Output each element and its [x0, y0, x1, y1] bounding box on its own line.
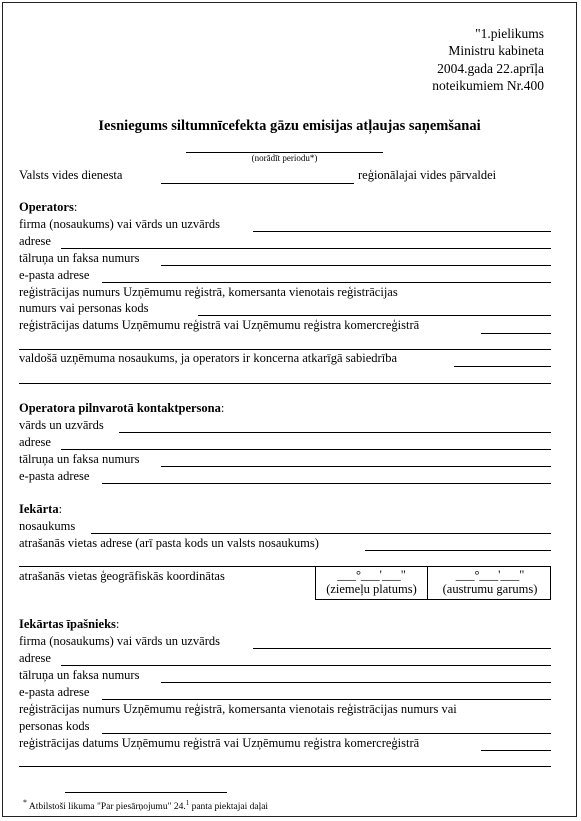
- owner-heading: Iekārtas īpašnieks:: [19, 617, 120, 631]
- owner-talrunis-input[interactable]: [161, 682, 551, 683]
- footnote: [23, 797, 268, 813]
- contact-adrese-input[interactable]: [61, 449, 551, 450]
- coordinates-box: [315, 566, 551, 600]
- operator-valdoss-label: valdošā uzņēmuma nosaukums, ja operators ir koncerna atkarīgā sabiedrība: [19, 351, 397, 365]
- period-note: (norādīt periodu*): [251, 153, 318, 163]
- contact-epasts-label: e-pasta adrese: [19, 469, 90, 483]
- operator-epasts-input[interactable]: [102, 282, 551, 283]
- installation-koordinatas-label: atrašanās vietas ģeogrāfiskās koordinātas: [19, 569, 225, 583]
- operator-valdoss-input[interactable]: [454, 366, 551, 367]
- owner-epasts-input[interactable]: [102, 699, 551, 700]
- owner-adrese-label: adrese: [19, 651, 51, 665]
- form-page: [2, 2, 577, 817]
- owner-epasts-label: e-pasta adrese: [19, 685, 90, 699]
- operator-epasts-label: e-pasta adrese: [19, 268, 90, 282]
- contact-adrese-label: adrese: [19, 435, 51, 449]
- owner-firma-label: firma (nosaukums) vai vārds un uzvārds: [19, 634, 220, 648]
- contact-epasts-input[interactable]: [102, 483, 551, 484]
- longitude-label: (austrumu garums): [442, 582, 538, 596]
- latitude-label: (ziemeļu platums): [326, 582, 417, 596]
- operator-regnr-label-2: numurs vai personas kods: [19, 301, 149, 315]
- installation-extra-line[interactable]: [19, 566, 315, 567]
- installation-nosaukums-input[interactable]: [91, 533, 551, 534]
- footnote-separator: [65, 792, 227, 793]
- footnote-mark: *: [23, 798, 27, 807]
- operator-regnr-input[interactable]: [198, 315, 551, 316]
- operator-heading: Operators:: [19, 200, 78, 214]
- vvd-label: Valsts vides dienesta: [19, 168, 123, 182]
- operator-adrese-label: adrese: [19, 234, 51, 248]
- installation-nosaukums-label: nosaukums: [19, 519, 76, 533]
- installation-adrese-label: atrašanās vietas adrese (arī pasta kods un valsts nosaukums): [19, 536, 319, 550]
- contact-vards-label: vārds un uzvārds: [19, 418, 104, 432]
- annex-line-2: Ministru kabineta: [448, 43, 544, 58]
- operator-firma-input[interactable]: [253, 231, 551, 232]
- footnote-text-before: Atbilstoši likuma "Par piesārņojumu" 24.: [28, 802, 186, 813]
- operator-adrese-input[interactable]: [61, 248, 551, 249]
- owner-extra-line[interactable]: [19, 766, 551, 767]
- owner-adrese-input[interactable]: [61, 665, 551, 666]
- operator-firma-label: firma (nosaukums) vai vārds un uzvārds: [19, 217, 220, 231]
- longitude-input[interactable]: ___°___'___": [455, 568, 525, 582]
- operator-regnr-label-1: reģistrācijas numurs Uzņēmumu reģistrā, komersanta vienotais reģistrācijas: [19, 285, 398, 299]
- owner-regnr-label-2: personas kods: [19, 719, 90, 733]
- installation-heading: Iekārta:: [19, 502, 63, 516]
- contact-heading: Operatora pilnvarotā kontaktpersona:: [19, 401, 225, 415]
- vvd-suffix: reģionālajai vides pārvaldei: [358, 168, 497, 182]
- latitude-cell[interactable]: [316, 567, 428, 599]
- operator-regdatums-label: reģistrācijas datums Uzņēmumu reģistrā vai Uzņēmumu reģistra komercreģistrā: [19, 318, 420, 332]
- annex-line-1: "1.pielikums: [475, 26, 544, 41]
- operator-talrunis-input[interactable]: [161, 265, 551, 266]
- annex-line-3: 2004.gada 22.aprīļa: [437, 61, 544, 76]
- footnote-text-after: panta piektajai daļai: [189, 802, 269, 813]
- contact-talrunis-input[interactable]: [161, 466, 551, 467]
- owner-regdatums-input[interactable]: [481, 750, 551, 751]
- owner-firma-input[interactable]: [253, 648, 551, 649]
- owner-regnr-input[interactable]: [102, 733, 551, 734]
- owner-regnr-label-1: reģistrācijas numurs Uzņēmumu reģistrā, komersanta vienotais reģistrācijas numurs vai: [19, 702, 457, 716]
- annex-line-4: noteikumiem Nr.400: [432, 78, 544, 93]
- operator-extra-line-2[interactable]: [19, 383, 551, 384]
- latitude-input[interactable]: ___°___'___": [337, 568, 406, 582]
- owner-regdatums-label: reģistrācijas datums Uzņēmumu reģistrā vai Uzņēmumu reģistra komercreģistrā: [19, 736, 420, 750]
- owner-talrunis-label: tālruņa un faksa numurs: [19, 668, 140, 682]
- operator-extra-line-1[interactable]: [19, 349, 551, 350]
- footnote-sup: 1: [185, 799, 190, 807]
- longitude-cell[interactable]: [430, 567, 550, 599]
- contact-vards-input[interactable]: [119, 432, 551, 433]
- installation-adrese-input[interactable]: [365, 550, 551, 551]
- operator-regdatums-input[interactable]: [481, 333, 551, 334]
- contact-talrunis-label: tālruņa un faksa numurs: [19, 452, 140, 466]
- vvd-region-input-line[interactable]: [161, 183, 354, 184]
- operator-talrunis-label: tālruņa un faksa numurs: [19, 251, 140, 265]
- form-title: Iesniegums siltumnīcefekta gāzu emisijas atļaujas saņemšanai: [98, 118, 481, 134]
